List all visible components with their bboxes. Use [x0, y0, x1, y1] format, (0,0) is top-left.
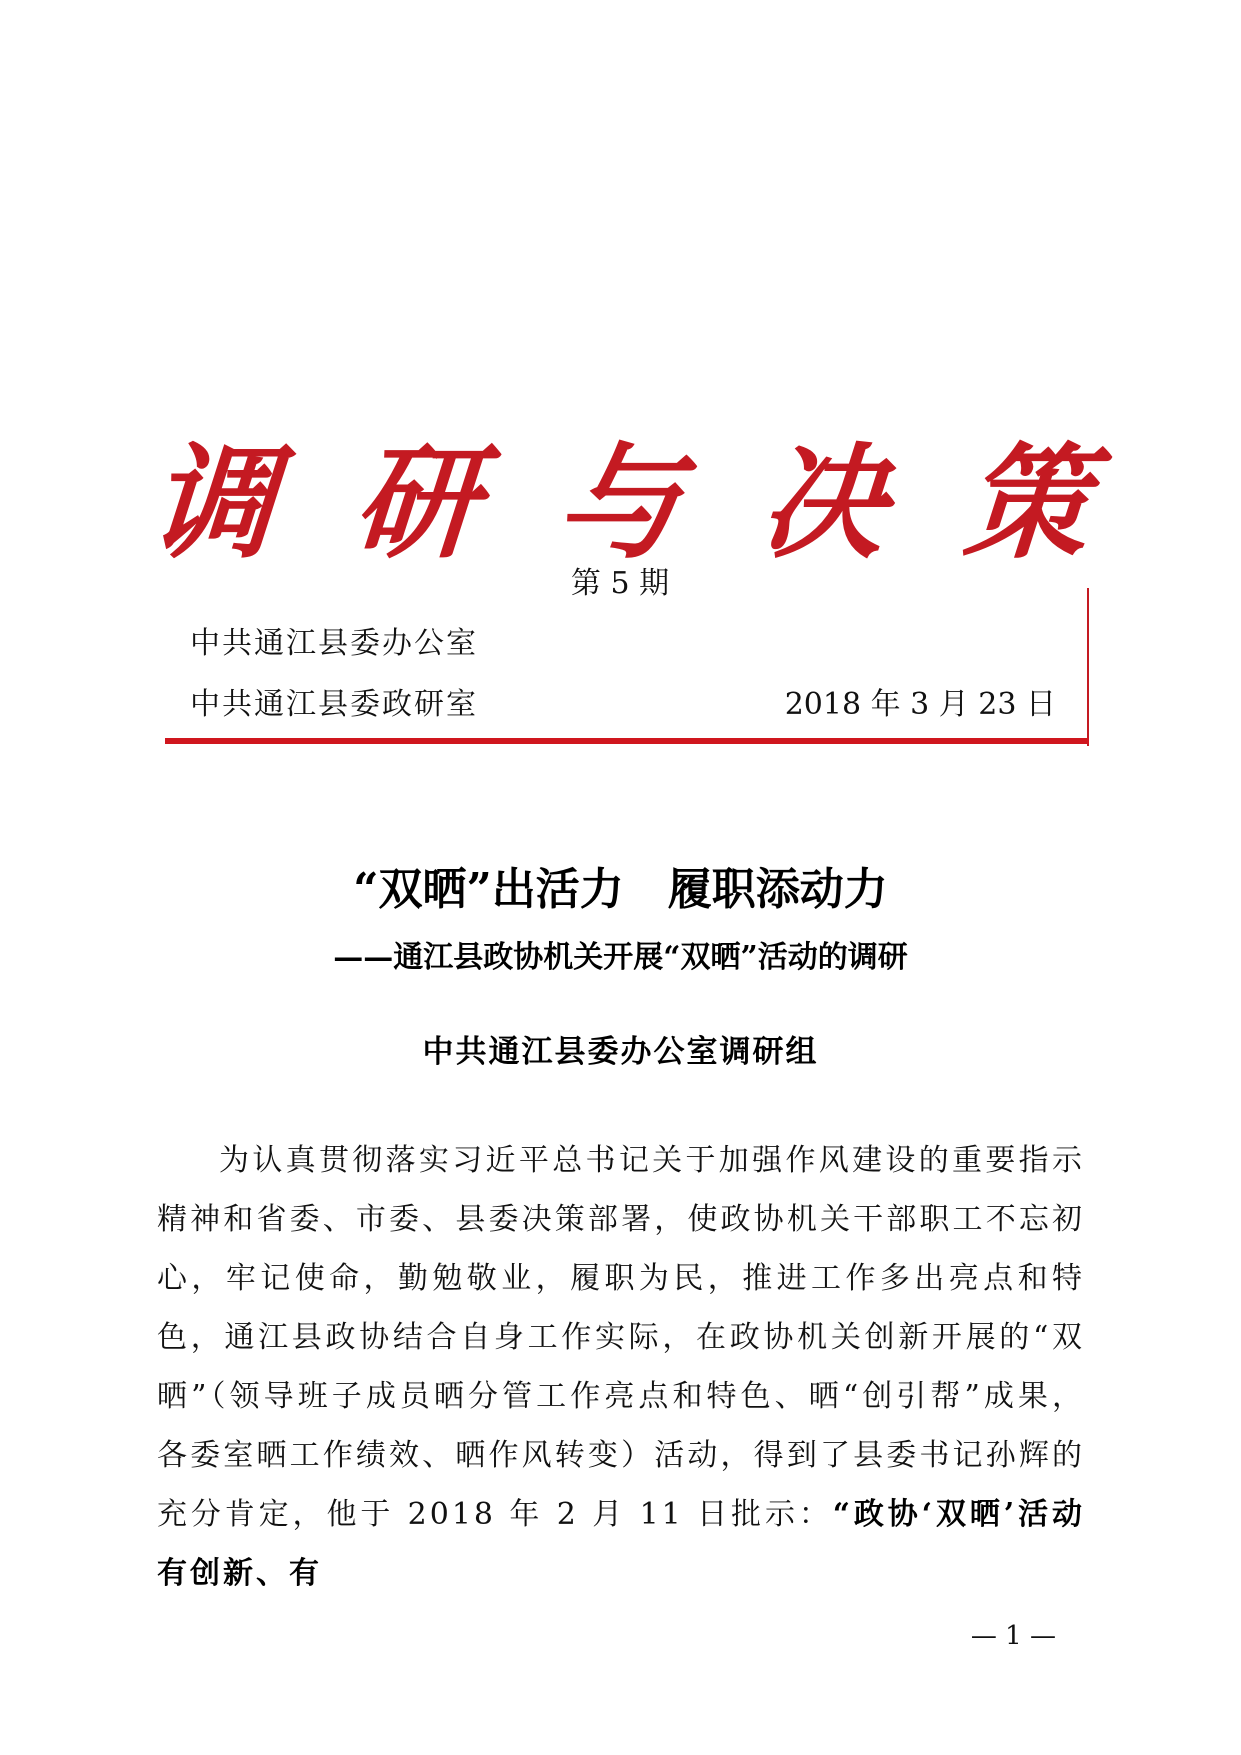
article-subtitle: ——通江县政协机关开展“双晒”活动的调研 — [333, 940, 908, 975]
page-number: — 1 — — [970, 1621, 1056, 1651]
masthead-char: 研 — [348, 431, 485, 576]
issue-number: 第 5 期 — [570, 566, 670, 601]
issuer-office: 中共通江县委办公室 — [190, 626, 478, 661]
masthead-vertical-rule — [1087, 588, 1089, 746]
paragraph-text: 为认真贯彻落实习近平总书记关于加强作风建设的重要指示精神和省委、市委、县委决策部署，使政协机关干部职工不忘初心，牢记使命，勤勉敬业，履职为民，推进工作多出亮点和特色，通江县政协结合自身工作实际，在政协机关创新开展的“双晒”（领导班子成员晒分管工作亮点和特色、晒“创引帮”成果，各委室晒工作绩效、晒作风转变）活动，得到了县委书记孙辉的充分肯定，他于 2018 年 2 月 11 日批示： — [157, 1143, 1085, 1532]
masthead-char: 与 — [552, 431, 689, 576]
masthead-title — [144, 431, 1097, 576]
issue-date: 2018 年 3 月 23 日 — [784, 687, 1056, 722]
paragraph-bold-quote: “政协‘双晒’活动有创新、有 — [157, 1497, 1085, 1591]
article-paragraph — [157, 1131, 1085, 1603]
masthead-red-rule — [165, 738, 1089, 744]
article-title: “双晒”出活力 履职添动力 — [353, 864, 888, 915]
masthead-char: 决 — [756, 431, 893, 576]
article-author-group: 中共通江县委办公室调研组 — [422, 1034, 819, 1070]
masthead-char: 策 — [959, 431, 1097, 576]
issuer-research-office: 中共通江县委政研室 — [190, 687, 478, 722]
masthead-char: 调 — [144, 431, 282, 576]
